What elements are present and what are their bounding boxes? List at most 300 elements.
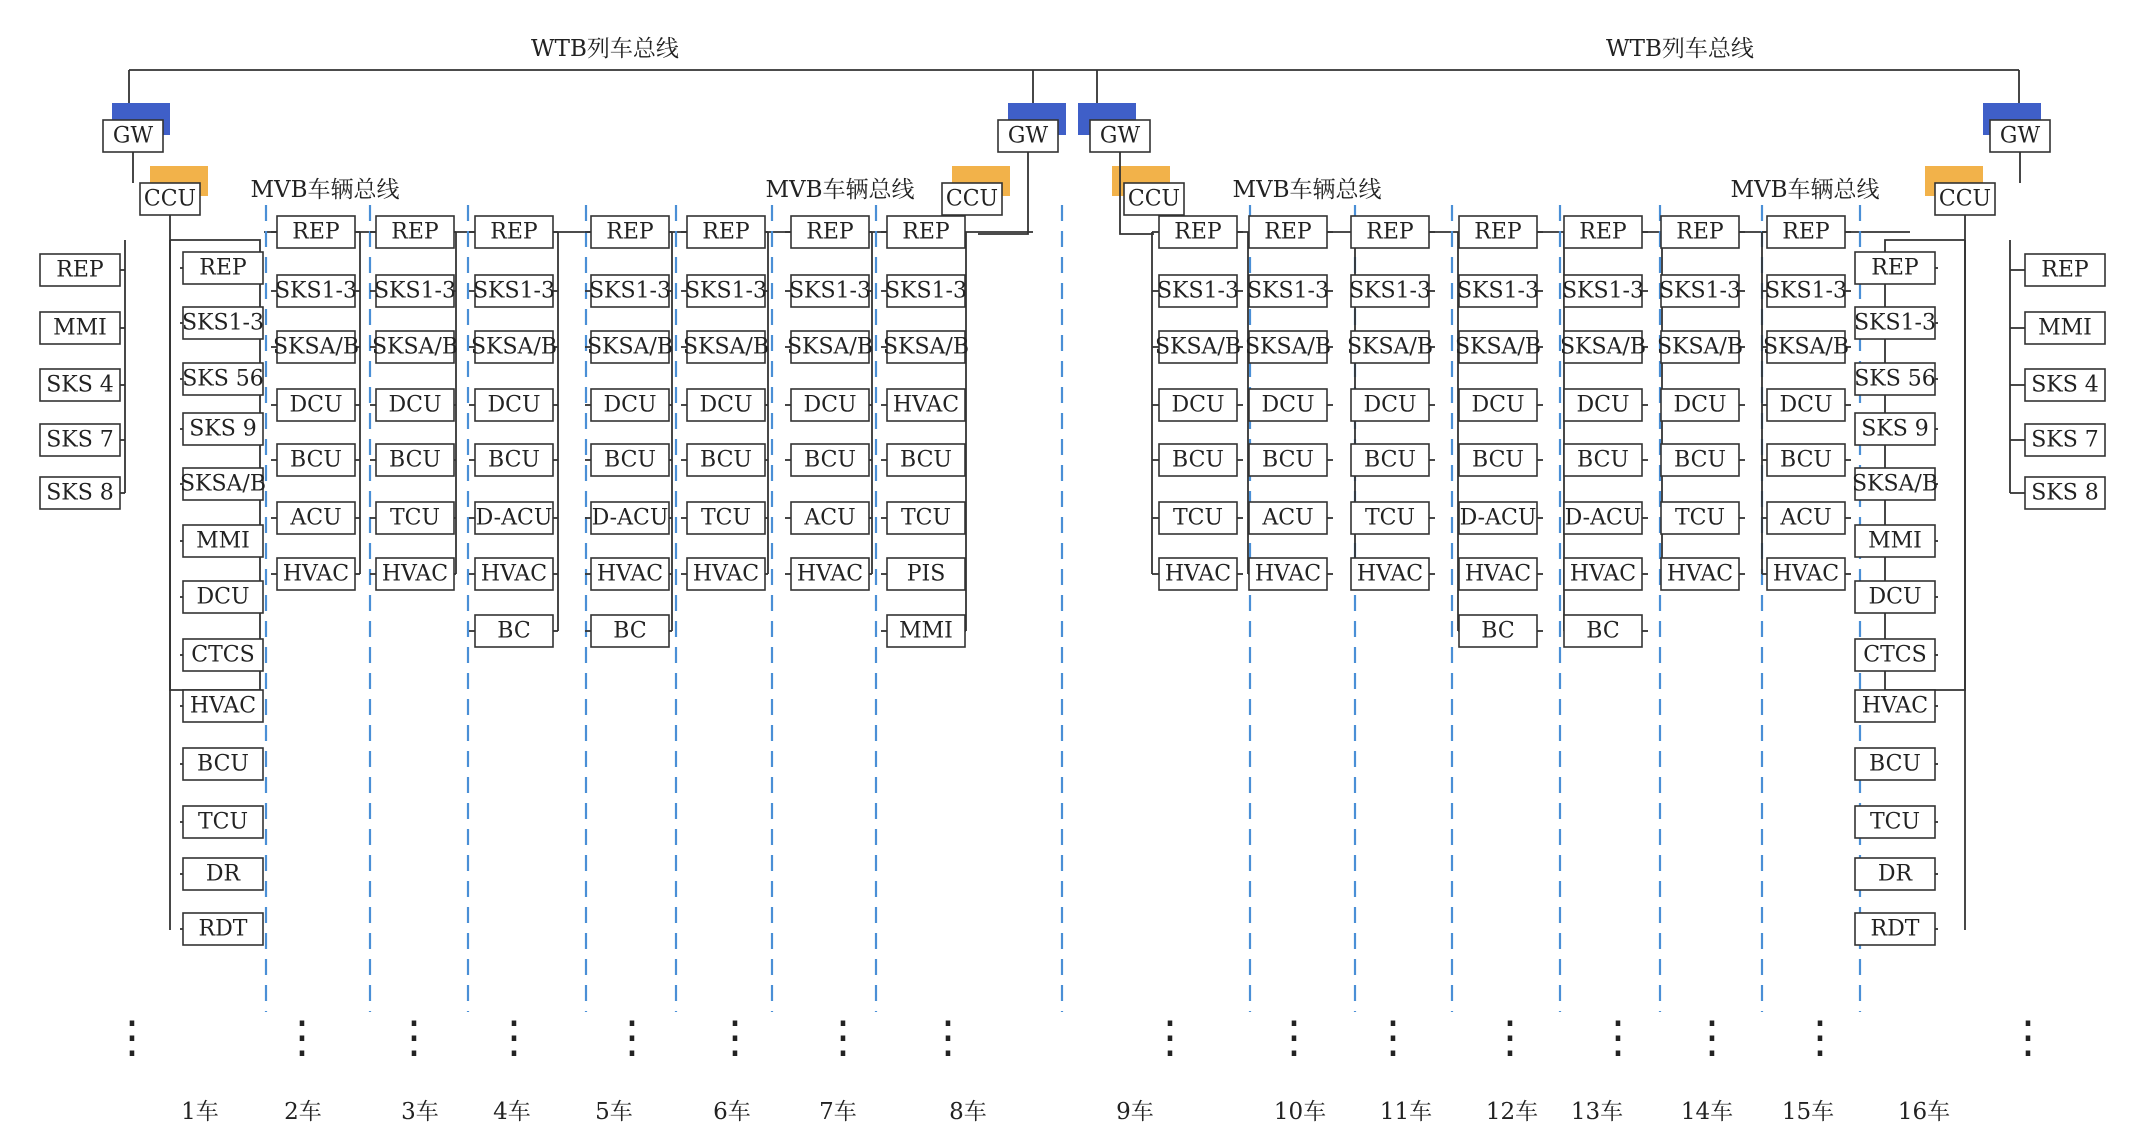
device-label: BCU [1364,447,1416,473]
device-label: D-ACU [1564,505,1642,531]
device-sksa-b [273,331,359,363]
ellipsis-icon: ⋮ [492,1012,536,1063]
device-tcu [1661,502,1739,534]
device-pis [887,558,965,590]
device-hvac [1564,558,1642,590]
device-label: BCU [488,447,540,473]
car-label: 4车 [493,1099,531,1125]
device-dcu [591,389,669,421]
device-sksa-b [587,331,673,363]
car-column [271,216,360,590]
device-dr [1855,858,1935,890]
device-dcu [475,389,553,421]
head-column [180,252,266,945]
device-acu [1249,502,1327,534]
car-column [1347,216,1435,590]
device-bc [475,615,553,647]
device-sksa-b [1852,468,1938,500]
device-sksa-b [1560,331,1646,363]
car-label: 8车 [949,1099,987,1125]
device-label: SKS1-3 [1764,278,1848,304]
ellipsis-icon: ⋮ [280,1012,324,1063]
device-label: DR [1877,861,1913,887]
device-label: DCU [803,392,857,418]
device-sks1-3 [885,275,967,307]
car-column [585,216,673,647]
device-label: DCU [487,392,541,418]
device-hvac [1661,558,1739,590]
gateway-3 [1078,103,1150,152]
device-label: REP [1366,219,1414,245]
device-sks1-3 [589,275,671,307]
device-label: TCU [389,505,441,531]
device-label: REP [702,219,750,245]
device-tcu [376,502,454,534]
device-label: TCU [1172,505,1224,531]
device-tcu [1855,806,1935,838]
device-sks1-3 [1854,307,1936,339]
car-label: 15车 [1781,1099,1835,1125]
device-dcu [1855,581,1935,613]
ellipsis-icon: ⋮ [610,1012,654,1063]
device-label: HVAC [1772,561,1840,587]
device-label: HVAC [892,392,960,418]
device-label: BC [613,618,647,644]
device-label: SKSA/B [682,334,770,360]
device-tcu [687,502,765,534]
device-label: BCU [1577,447,1629,473]
device-bcu [1249,444,1327,476]
device-dr [183,858,263,890]
device-label: CTCS [1863,642,1927,668]
device-label: SKSA/B [1346,334,1434,360]
ellipsis-icon: ⋮ [2006,1012,2050,1063]
device-label: SKS1-3 [1348,278,1432,304]
device-label: MMI [53,315,107,341]
device-mmi [887,615,965,647]
device-label: BCU [1172,447,1224,473]
car-column [469,216,558,647]
device-label: HVAC [796,561,864,587]
head-outer-column [2010,254,2105,509]
device-label: SKS1-3 [1246,278,1330,304]
device-hvac [1855,690,1935,722]
device-label: DCU [699,392,753,418]
device-label: ACU [290,505,342,531]
device-tcu [183,806,263,838]
device-bcu [791,444,869,476]
ellipsis-icon: ⋮ [1272,1012,1316,1063]
ellipsis-icon: ⋮ [1371,1012,1415,1063]
device-label: REP [292,219,340,245]
device-label: HVAC [480,561,548,587]
head-outer-column [40,254,125,509]
device-sks-56 [182,363,264,395]
device-rep [2025,254,2105,286]
device-label: SKS1-3 [588,278,672,304]
device-columns [40,216,2105,945]
mvb-label-1: MVB车辆总线 [250,177,400,203]
device-label: PIS [906,561,946,587]
device-label: SKSA/B [1154,334,1242,360]
device-label: D-ACU [1459,505,1537,531]
device-label: BC [1481,618,1515,644]
device-label: TCU [1674,505,1726,531]
ellipsis-icon: ⋮ [392,1012,436,1063]
device-label: SKS1-3 [373,278,457,304]
device-rep [1249,216,1327,248]
device-sks1-3 [685,275,767,307]
device-label: DCU [1261,392,1315,418]
car-column [1245,216,1333,590]
device-label: REP [902,219,950,245]
device-mmi [40,312,120,344]
ccu-3 [1112,166,1184,215]
device-rep [887,216,965,248]
device-label: BCU [290,447,342,473]
device-acu [791,502,869,534]
device-rep [791,216,869,248]
device-bcu [687,444,765,476]
device-dcu [1351,389,1429,421]
device-rep [1351,216,1429,248]
device-mmi [2025,312,2105,344]
device-hvac [687,558,765,590]
device-label: SKS 8 [2031,480,2099,506]
device-label: MMI [2038,315,2092,341]
gateway-1 [103,103,170,152]
device-acu [1767,502,1845,534]
device-label: SKSA/B [371,334,459,360]
device-ctcs [1855,639,1935,671]
device-label: HVAC [1666,561,1734,587]
device-rep [591,216,669,248]
ccu-label: CCU [143,186,197,212]
device-label: DCU [1868,584,1922,610]
device-sks1-3 [275,275,357,307]
device-label: SKSA/B [786,334,874,360]
device-hvac [1351,558,1429,590]
device-hvac [591,558,669,590]
device-label: REP [1474,219,1522,245]
device-bcu [1459,444,1537,476]
car-label: 2车 [284,1099,322,1125]
device-dcu [1564,389,1642,421]
device-sksa-b [1455,331,1541,363]
device-hvac [1767,558,1845,590]
device-label: BCU [1869,751,1921,777]
device-label: DR [205,861,241,887]
device-acu [277,502,355,534]
device-ctcs [183,639,263,671]
mvb-label-2: MVB车辆总线 [765,177,915,203]
device-dcu [376,389,454,421]
device-label: ACU [1780,505,1832,531]
device-rep [1564,216,1642,248]
device-label: HVAC [1464,561,1532,587]
device-label: MMI [1868,528,1922,554]
device-label: TCU [1869,809,1921,835]
device-label: DCU [1576,392,1630,418]
device-sks1-3 [1562,275,1644,307]
device-label: SKS 9 [1861,416,1929,442]
device-label: SKS 56 [182,366,264,392]
device-hvac [887,389,965,421]
device-label: REP [1871,255,1919,281]
device-label: BCU [1472,447,1524,473]
car-column [1762,216,1851,590]
wtb-label-right: WTB列车总线 [1606,36,1754,62]
device-sksa-b [372,331,458,363]
device-label: SKSA/B [272,334,360,360]
car-label: 10车 [1273,1099,1327,1125]
device-label: SKSA/B [1762,334,1850,360]
device-label: SKS 8 [46,480,114,506]
device-bcu [887,444,965,476]
device-label: REP [1579,219,1627,245]
device-tcu [887,502,965,534]
car-label: 3车 [401,1099,439,1125]
device-bcu [475,444,553,476]
device-label: TCU [197,809,249,835]
device-label: SKSA/B [1851,471,1939,497]
device-rep [277,216,355,248]
gateway-label: GW [1999,123,2041,149]
car-column [1455,216,1543,647]
device-bcu [376,444,454,476]
device-hvac [1249,558,1327,590]
device-sksa-b [1657,331,1743,363]
device-label: SKS1-3 [1658,278,1742,304]
device-label: SKS1-3 [274,278,358,304]
device-rep [1661,216,1739,248]
device-sks-8 [2025,477,2105,509]
device-label: SKS 56 [1854,366,1936,392]
device-rep [1459,216,1537,248]
device-rep [475,216,553,248]
device-label: ACU [804,505,856,531]
device-sksa-b [683,331,769,363]
ellipsis-icon: ⋮ [1690,1012,1734,1063]
device-label: SKSA/B [1559,334,1647,360]
device-label: SKS1-3 [1561,278,1645,304]
device-hvac [183,690,263,722]
device-bc [1564,615,1642,647]
device-label: HVAC [381,561,449,587]
device-label: SKS1-3 [1456,278,1540,304]
device-bcu [1767,444,1845,476]
device-hvac [376,558,454,590]
ccu-label: CCU [1938,186,1992,212]
device-label: BCU [700,447,752,473]
car-column [370,216,458,590]
ellipsis-icon: ⋮ [1596,1012,1640,1063]
device-dcu [791,389,869,421]
device-sks1-3 [1247,275,1329,307]
device-dcu [183,581,263,613]
device-label: RDT [198,916,248,942]
device-label: SKS 4 [46,372,114,398]
device-label: HVAC [692,561,760,587]
ccu-label: CCU [1127,186,1181,212]
device-sks1-3 [789,275,871,307]
car-column [881,216,969,647]
device-sks1-3 [473,275,555,307]
car-column [785,216,873,590]
device-sks1-3 [1659,275,1741,307]
device-label: HVAC [1356,561,1424,587]
device-label: REP [1676,219,1724,245]
device-label: TCU [1364,505,1416,531]
device-dcu [1767,389,1845,421]
device-sks1-3 [1157,275,1239,307]
device-label: BCU [389,447,441,473]
device-label: REP [490,219,538,245]
device-label: SKS1-3 [884,278,968,304]
ccu-4 [1925,166,1995,215]
device-sks-7 [2025,424,2105,456]
car-label: 16车 [1897,1099,1951,1125]
device-rep [376,216,454,248]
car-label: 6车 [713,1099,751,1125]
device-label: HVAC [1164,561,1232,587]
car-column [1152,216,1243,590]
device-sks1-3 [374,275,456,307]
device-label: SKS1-3 [788,278,872,304]
device-label: REP [199,255,247,281]
device-label: DCU [196,584,250,610]
device-bcu [183,748,263,780]
device-label: HVAC [189,693,257,719]
ellipsis-icon: ⋮ [1798,1012,1842,1063]
device-label: BCU [1262,447,1314,473]
device-mmi [183,525,263,557]
device-bcu [277,444,355,476]
device-d-acu [475,502,553,534]
device-label: MMI [899,618,953,644]
device-dcu [687,389,765,421]
device-bcu [1661,444,1739,476]
device-rep [687,216,765,248]
device-dcu [1159,389,1237,421]
ellipsis-icon: ⋮ [926,1012,970,1063]
device-label: D-ACU [475,505,553,531]
device-label: DCU [1363,392,1417,418]
device-tcu [1159,502,1237,534]
device-label: BCU [197,751,249,777]
device-d-acu [591,502,669,534]
device-hvac [277,558,355,590]
car-label: 5车 [595,1099,633,1125]
mvb-label-4: MVB车辆总线 [1730,177,1880,203]
device-rep [1159,216,1237,248]
device-label: DCU [289,392,343,418]
car-label: 1车 [181,1099,219,1125]
device-sksa-b [471,331,557,363]
device-sks-4 [2025,369,2105,401]
device-bc [591,615,669,647]
device-label: SKS 7 [2031,427,2099,453]
device-label: BCU [604,447,656,473]
gateway-label: GW [1099,123,1141,149]
device-label: BCU [1674,447,1726,473]
car-column [1560,216,1648,647]
device-label: DCU [603,392,657,418]
device-sks-9 [183,413,263,445]
device-label: BC [1586,618,1620,644]
device-label: REP [2041,257,2089,283]
device-d-acu [1564,502,1642,534]
device-label: SKS1-3 [472,278,556,304]
device-bcu [1351,444,1429,476]
car-column [1657,216,1745,590]
device-dcu [1459,389,1537,421]
device-label: BCU [1780,447,1832,473]
car-labels [110,1012,2050,1125]
device-mmi [1855,525,1935,557]
car-label: 12车 [1485,1099,1539,1125]
device-dcu [1661,389,1739,421]
car-label: 11车 [1379,1099,1433,1125]
device-label: HVAC [1569,561,1637,587]
device-sks-4 [40,369,120,401]
device-label: HVAC [282,561,350,587]
ccu-1 [140,166,208,215]
device-sksa-b [787,331,873,363]
head-column [1852,252,1938,945]
device-hvac [791,558,869,590]
device-label: HVAC [1861,693,1929,719]
device-bcu [591,444,669,476]
device-label: SKSA/B [1244,334,1332,360]
device-label: DCU [1471,392,1525,418]
device-label: SKSA/B [179,471,267,497]
device-rep [1767,216,1845,248]
device-sksa-b [1347,331,1433,363]
gateway-label: GW [1007,123,1049,149]
wtb-bus [129,70,2019,110]
device-label: SKS 9 [189,416,257,442]
ellipsis-icon: ⋮ [1148,1012,1192,1063]
car-label: 13车 [1570,1099,1624,1125]
device-label: TCU [900,505,952,531]
device-label: SKS1-3 [1156,278,1240,304]
device-rep [40,254,120,286]
device-hvac [1459,558,1537,590]
device-sks-56 [1854,363,1936,395]
device-label: REP [1264,219,1312,245]
device-label: SKS1-3 [684,278,768,304]
device-sksa-b [1245,331,1331,363]
device-label: REP [806,219,854,245]
gateway-2 [998,103,1066,152]
device-label: REP [56,257,104,283]
device-label: DCU [1779,392,1833,418]
ellipsis-icon: ⋮ [1488,1012,1532,1063]
ccu-label: CCU [945,186,999,212]
device-sksa-b [180,468,266,500]
device-bc [1459,615,1537,647]
device-bcu [1855,748,1935,780]
device-sks1-3 [1457,275,1539,307]
device-sks-8 [40,477,120,509]
device-label: MMI [196,528,250,554]
device-label: BC [497,618,531,644]
ellipsis-icon: ⋮ [821,1012,865,1063]
device-sksa-b [1763,331,1849,363]
car-column [681,216,769,590]
device-sksa-b [1155,331,1241,363]
